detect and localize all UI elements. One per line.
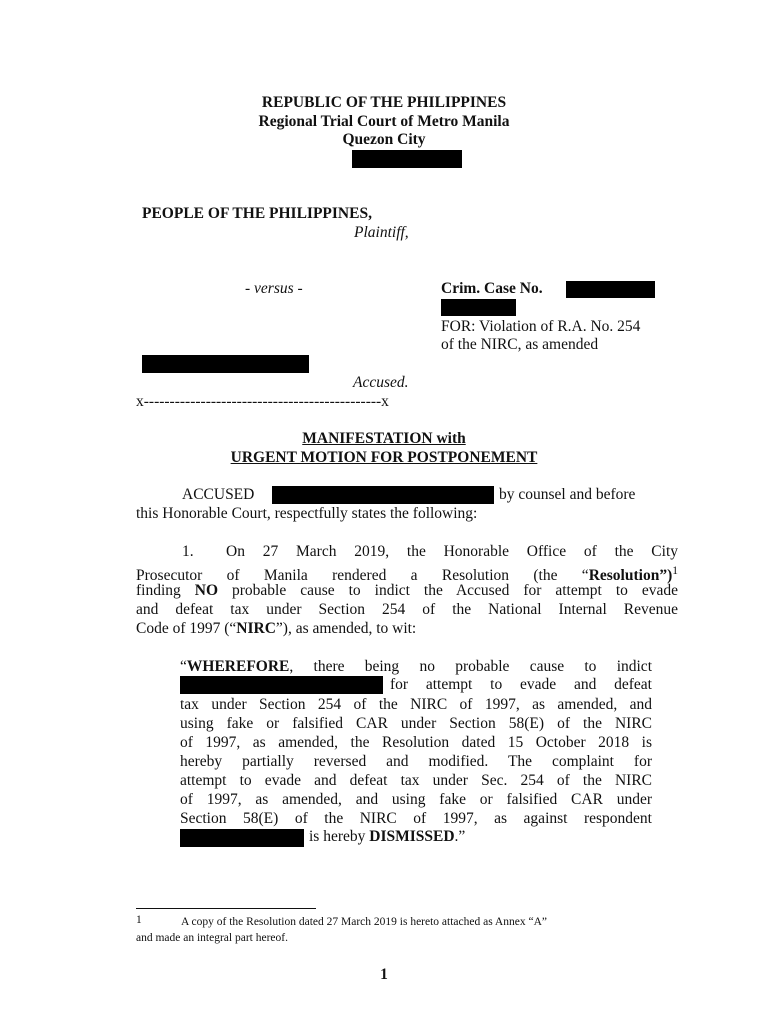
quote-line8: of 1997, as amended, and using fake or falsified CAR under (180, 791, 652, 808)
intro-line2: this Honorable Court, respectfully states the following: (136, 505, 478, 522)
quote-line10 (309, 828, 465, 846)
redaction-branch (352, 150, 462, 168)
redaction-case-number (566, 281, 655, 298)
quote-line10-text: is hereby (309, 828, 370, 845)
quote-line4: using fake or falsified CAR under Section 58(E) of the NIRC (180, 715, 652, 732)
para1-line1-wrap (226, 543, 678, 561)
quote-line2-wrap (390, 676, 652, 694)
title-line1: MANIFESTATION with (302, 430, 466, 447)
redaction-quote-name (180, 676, 383, 694)
quote-line6: hereby partially reversed and modified. The complaint for (180, 753, 652, 770)
redaction-accused-name (142, 355, 309, 373)
intro-accused: ACCUSED (182, 486, 255, 503)
quote-close-mark: .” (454, 828, 466, 845)
header-court: Regional Trial Court of Metro Manila (258, 113, 510, 130)
dismissed-term: DISMISSED (369, 828, 455, 845)
quote-line1 (180, 657, 652, 676)
footnote-rule (136, 908, 316, 909)
header-republic: REPUBLIC OF THE PHILIPPINES (261, 94, 507, 111)
caption-divider: x----------------------------------------------x (136, 393, 389, 410)
para1-line5-text-c: ”), as amended, to wit: (275, 620, 417, 637)
plaintiff-role: Plaintiff, (354, 224, 409, 241)
intro-tail: by counsel and before (499, 486, 636, 503)
quote-open-mark: “ (180, 658, 187, 675)
quote-line7: attempt to evade and defeat tax under Sec. 254 of the NIRC (180, 772, 652, 789)
case-charge-line2: of the NIRC, as amended (441, 336, 599, 353)
case-charge-line1: FOR: Violation of R.A. No. 254 (441, 318, 641, 335)
quote-line5: of 1997, as amended, the Resolution dated 15 October 2018 is (180, 734, 652, 751)
nirc-term: NIRC (236, 620, 276, 637)
case-number-label: Crim. Case No. (441, 280, 543, 297)
quote-line1-text: , there being no probable cause to indict (289, 658, 652, 675)
para1-line3-text-c: probable cause to indict the Accused for attempt to evade (218, 582, 679, 599)
plaintiff-name: PEOPLE OF THE PHILIPPINES, (142, 205, 372, 222)
para1-line1: On 27 March 2019, the Honorable Office of the City (226, 543, 678, 560)
footnote-reference: 1 (672, 565, 678, 577)
para1-line4: and defeat tax under Section 254 of the National Internal Revenue (136, 601, 678, 618)
page-number: 1 (380, 966, 388, 983)
redaction-intro-accused (272, 486, 494, 504)
versus-label: - versus - (245, 280, 303, 297)
title-line2: URGENT MOTION FOR POSTPONEMENT (230, 449, 538, 466)
wherefore-term: WHEREFORE (186, 658, 290, 675)
para1-line3 (136, 581, 678, 600)
para1-line3-text-a: finding (136, 582, 195, 599)
no-term: NO (194, 582, 219, 599)
resolution-close-quote: ”) (659, 567, 673, 585)
quote-line9: Section 58(E) of the NIRC of 1997, as against respondent (180, 810, 652, 827)
quote-line3: tax under Section 254 of the NIRC of 1997, as amended, and (180, 696, 652, 713)
redaction-respondent (180, 829, 304, 847)
footnote-line2: and made an integral part hereof. (136, 932, 288, 944)
para1-line5-text-a: Code of 1997 (“ (136, 620, 237, 637)
para1-number: 1. (182, 543, 194, 560)
accused-role: Accused. (353, 374, 409, 391)
footnote-mark: 1 (136, 914, 142, 926)
resolution-term: Resolution (588, 567, 660, 585)
redaction-case-number-2 (441, 299, 516, 316)
quote-line2: for attempt to evade and defeat (390, 676, 652, 693)
para1-line5 (136, 619, 678, 638)
footnote-line1: A copy of the Resolution dated 27 March 2019 is hereto attached as Annex “A” (181, 916, 547, 928)
para1-line2-text: Prosecutor of Manila rendered a Resolution (the “ (136, 567, 589, 585)
header-city: Quezon City (342, 131, 426, 148)
